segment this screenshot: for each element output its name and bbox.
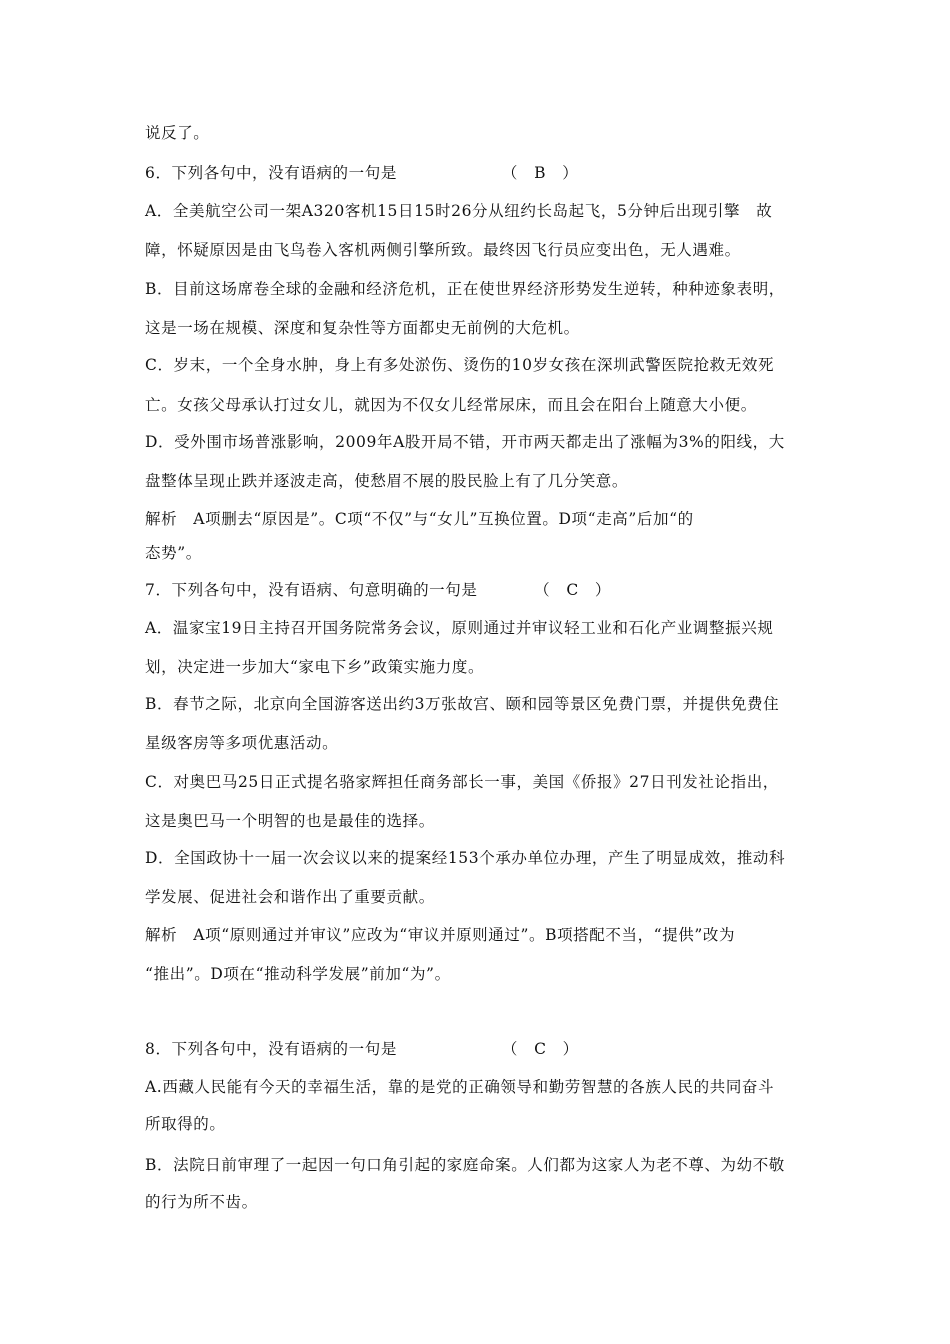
- text-line: 盘整体呈现止跌并逐波走高，使愁眉不展的股民脸上有了几分笑意。: [145, 472, 629, 490]
- text-line: 学发展、促进社会和谐作出了重要贡献。: [145, 888, 435, 906]
- question-8-stem: 8．下列各句中，没有语病的一句是 （ C ）: [145, 1040, 579, 1058]
- text-line: 划，决定进一步加大“家电下乡”政策实施力度。: [145, 658, 485, 676]
- question-6-option-a: A．全美航空公司一架A320客机15日15时26分从纽约长岛起飞，5分钟后出现引擎 故: [145, 202, 773, 220]
- question-6-option-d: D．受外围市场普涨影响，2009年A股开局不错，开市两天都走出了涨幅为3%的阳线，大: [145, 433, 785, 451]
- question-6-stem: 6．下列各句中，没有语病的一句是 （ B ）: [145, 164, 579, 182]
- question-8-option-b: B．法院日前审理了一起因一句口角引起的家庭命案。人们都为这家人为老不尊、为幼不敬: [145, 1156, 785, 1174]
- question-7-option-b: B．春节之际，北京向全国游客送出约3万张故宫、颐和园等景区免费门票，并提供免费住: [145, 695, 780, 713]
- question-6-analysis: 解析 A项删去“原因是”。C项“不仅”与“女儿”互换位置。D项“走高”后加“的: [145, 510, 694, 528]
- question-7-option-c: C．对奥巴马25日正式提名骆家辉担任商务部长一事，美国《侨报》27日刊发社论指出，: [145, 773, 779, 791]
- question-7-analysis: 解析 A项“原则通过并审议”应改为“审议并原则通过”。B项搭配不当，“提供”改为: [145, 926, 736, 944]
- question-6-option-c: C．岁末，一个全身水肿，身上有多处淤伤、烫伤的10岁女孩在深圳武警医院抢救无效死: [145, 356, 775, 374]
- text-line: 这是奥巴马一个明智的也是最佳的选择。: [145, 812, 435, 830]
- question-7-option-d: D．全国政协十一届一次会议以来的提案经153个承办单位办理，产生了明显成效，推动科: [145, 849, 786, 867]
- text-line: 态势”。: [145, 544, 202, 562]
- text-line: 障，怀疑原因是由飞鸟卷入客机两侧引擎所致。最终因飞行员应变出色，无人遇难。: [145, 241, 741, 259]
- text-line: 这是一场在规模、深度和复杂性等方面都史无前例的大危机。: [145, 319, 580, 337]
- text-line: 的行为所不齿。: [145, 1193, 258, 1211]
- text-line: 亡。女孩父母承认打过女儿，就因为不仅女儿经常尿床，而且会在阳台上随意大小便。: [145, 396, 757, 414]
- text-line: 所取得的。: [145, 1115, 226, 1133]
- text-line: 说反了。: [145, 124, 210, 142]
- question-7-stem: 7．下列各句中，没有语病、句意明确的一句是 （ C ）: [145, 581, 611, 599]
- question-7-option-a: A．温家宝19日主持召开国务院常务会议，原则通过并审议轻工业和石化产业调整振兴规: [145, 619, 774, 637]
- text-line: “推出”。D项在“推动科学发展”前加“为”。: [145, 965, 451, 983]
- text-line: 星级客房等多项优惠活动。: [145, 734, 339, 752]
- question-6-option-b: B．目前这场席卷全球的金融和经济危机，正在使世界经济形势发生逆转，种种迹象表明，: [145, 280, 785, 298]
- question-8-option-a: A.西藏人民能有今天的幸福生活，靠的是党的正确领导和勤劳智慧的各族人民的共同奋斗: [145, 1078, 775, 1096]
